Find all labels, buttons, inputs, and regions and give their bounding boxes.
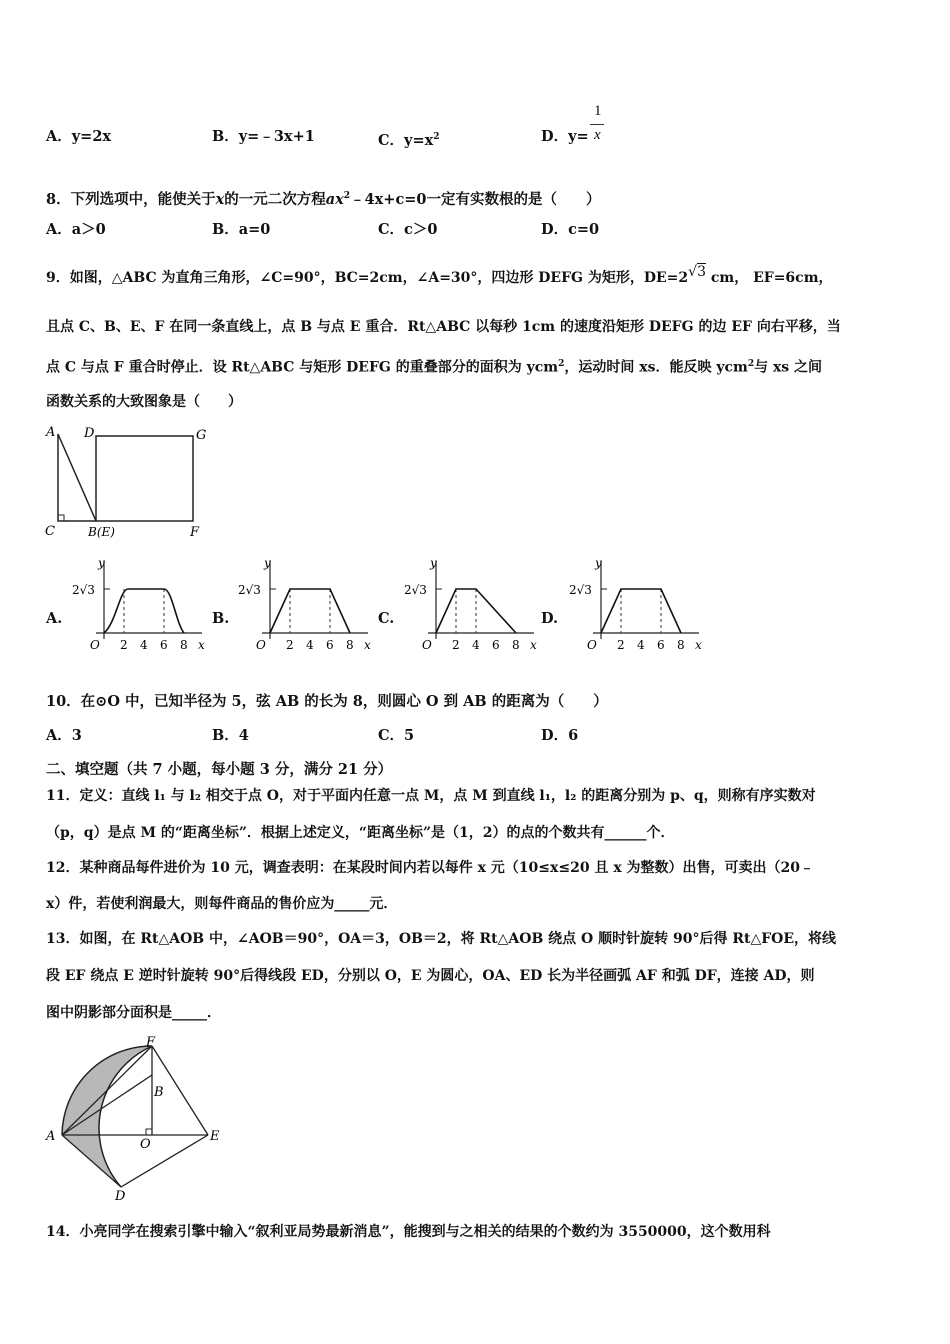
function-curve bbox=[601, 589, 681, 633]
label-b: B bbox=[154, 1085, 164, 1100]
q9-line4: 函数关系的大致图象是（ ） bbox=[46, 394, 242, 410]
x-tick-label: 6 bbox=[657, 638, 665, 652]
q8-question: 8．下列选项中，能使关于x的一元二次方程$ax^2﹣4x+c=0$一定有实数根的是（ ） bbox=[46, 190, 601, 208]
max-value-label: 2√3 bbox=[569, 583, 592, 597]
y-axis-label: y bbox=[264, 556, 271, 570]
q10-question: 10．在⊙O 中，已知半径为 5，弦 AB 的长为 8，则圆心 O 到 AB 的距离为（ ） bbox=[46, 693, 608, 710]
section-2-heading: 二、填空题（共 7 小题，每小题 3 分，满分 21 分） bbox=[46, 761, 393, 778]
q8-option-a: A．a＞0 bbox=[46, 221, 106, 238]
origin-label: O bbox=[422, 638, 432, 652]
q10-option-a: A．3 bbox=[46, 727, 82, 744]
x-tick-label: 2 bbox=[120, 638, 128, 652]
q7-d-numerator: 1 bbox=[594, 103, 602, 119]
label-o: O bbox=[140, 1137, 151, 1152]
x-tick-label: 8 bbox=[346, 638, 354, 652]
origin-label: O bbox=[587, 638, 597, 652]
x-tick-label: 2 bbox=[617, 638, 625, 652]
x-axis-label: x bbox=[198, 638, 205, 652]
label-be: B(E) bbox=[88, 525, 115, 539]
q8-option-d: D．c=0 bbox=[541, 221, 600, 238]
origin-label: O bbox=[256, 638, 266, 652]
function-curve bbox=[270, 589, 350, 633]
q10-option-c: C．5 bbox=[378, 727, 415, 744]
label-e: E bbox=[210, 1129, 220, 1144]
q8-option-c: C．c＞0 bbox=[378, 221, 438, 238]
label-c: C bbox=[45, 524, 55, 539]
x-tick-label: 4 bbox=[637, 638, 645, 652]
label-g: G bbox=[196, 428, 207, 443]
y-axis-label: y bbox=[595, 556, 602, 570]
q12-line1: 12．某种商品每件进价为 10 元，调查表明：在某段时间内若以每件 x 元（10≤x≤20 且 x 为整数）出售，可卖出（20﹣ bbox=[46, 860, 815, 876]
label-a: A bbox=[46, 425, 56, 440]
x-tick-label: 6 bbox=[492, 638, 500, 652]
function-curve bbox=[104, 589, 184, 633]
q9-graph-option-a: A. bbox=[46, 610, 63, 627]
q9-graph-a bbox=[70, 553, 210, 659]
max-value-label: 2√3 bbox=[238, 583, 261, 597]
q7-option-c: C．$y=x^2$ bbox=[378, 131, 440, 149]
q8-option-b: B．a=0 bbox=[212, 221, 271, 238]
q9-graph-option-c: C. bbox=[378, 610, 395, 627]
q9-triangle-rectangle-figure bbox=[40, 422, 220, 544]
q13-rotation-figure bbox=[40, 1034, 230, 1206]
q13-line2: 段 EF 绕点 E 逆时针旋转 90°后得线段 ED，分别以 O，E 为圆心，OA、ED 长为半径画弧 AF 和弧 DF，连接 AD，则 bbox=[46, 968, 815, 984]
q11-line1: 11．定义：直线 l₁ 与 l₂ 相交于点 O，对于平面内任意一点 M，点 M 到直线 l₁，l₂ 的距离分别为 p、q，则称有序实数对 bbox=[46, 788, 816, 804]
label-f: F bbox=[190, 525, 200, 540]
label-f: F bbox=[146, 1035, 156, 1050]
x-tick-label: 4 bbox=[306, 638, 314, 652]
x-axis-label: x bbox=[530, 638, 537, 652]
x-axis-label: x bbox=[695, 638, 702, 652]
q9-line3: 点 C 与点 F 重合时停止．设 Rt△ABC 与矩形 DEFG 的重叠部分的面积为 ycm$^2$，运动时间 xs．能反映 ycm$^2$与 xs 之间 bbox=[46, 359, 823, 376]
label-a: A bbox=[46, 1129, 56, 1144]
x-axis-label: x bbox=[364, 638, 371, 652]
max-value-label: 2√3 bbox=[404, 583, 427, 597]
q7-d-denominator: x bbox=[594, 127, 601, 143]
x-tick-label: 8 bbox=[512, 638, 520, 652]
x-tick-label: 2 bbox=[452, 638, 460, 652]
q13-line3: 图中阴影部分面积是_____． bbox=[46, 1005, 221, 1021]
q9-line2: 且点 C、B、E、F 在同一条直线上，点 B 与点 E 重合．Rt△ABC 以每秒 1cm 的速度沿矩形 DEFG 的边 EF 向右平移，当 bbox=[46, 319, 841, 335]
q13-line1: 13．如图，在 Rt△AOB 中，∠AOB＝90°，OA＝3，OB＝2，将 Rt△AOB 绕点 O 顺时针旋转 90°后得 Rt△FOE，将线 bbox=[46, 931, 837, 947]
fraction-bar bbox=[590, 124, 604, 125]
q7-option-b: B．y=﹣3x+1 bbox=[212, 128, 315, 145]
q12-line2: x）件，若使利润最大，则每件商品的售价应为_____元． bbox=[46, 896, 398, 912]
q9-graph-option-d: D. bbox=[541, 610, 559, 627]
x-tick-label: 2 bbox=[286, 638, 294, 652]
q9-graph-c bbox=[402, 553, 542, 659]
x-tick-label: 6 bbox=[160, 638, 168, 652]
q9-line1: 9．如图，△ABC 为直角三角形，∠C=90°，BC=2cm，∠A=30°，四边形 DEFG 为矩形，DE=2√3 cm， EF=6cm， bbox=[46, 264, 833, 286]
x-tick-label: 8 bbox=[180, 638, 188, 652]
label-d: D bbox=[115, 1189, 126, 1204]
max-value-label: 2√3 bbox=[72, 583, 95, 597]
q10-option-d: D．6 bbox=[541, 727, 579, 744]
x-tick-label: 6 bbox=[326, 638, 334, 652]
q9-graph-option-b: B. bbox=[212, 610, 230, 627]
x-tick-label: 8 bbox=[677, 638, 685, 652]
q9-graph-d bbox=[567, 553, 707, 659]
y-axis-label: y bbox=[98, 556, 105, 570]
q9-graph-b bbox=[236, 553, 376, 659]
q14-line1: 14．小亮同学在搜索引擎中输入“叙利亚局势最新消息”，能搜到与之相关的结果的个数约为 3550000，这个数用科 bbox=[46, 1224, 771, 1240]
origin-label: O bbox=[90, 638, 100, 652]
x-tick-label: 4 bbox=[472, 638, 480, 652]
q11-line2: （p，q）是点 M 的“距离坐标”．根据上述定义，“距离坐标”是（1，2）的点的个数共有______个． bbox=[46, 825, 675, 841]
y-axis-label: y bbox=[430, 556, 437, 570]
q10-option-b: B．4 bbox=[212, 727, 249, 744]
q7-option-d: D．y= bbox=[541, 128, 589, 145]
q7-option-a: A．y=2x bbox=[46, 128, 112, 145]
x-tick-label: 4 bbox=[140, 638, 148, 652]
label-d: D bbox=[84, 426, 95, 441]
